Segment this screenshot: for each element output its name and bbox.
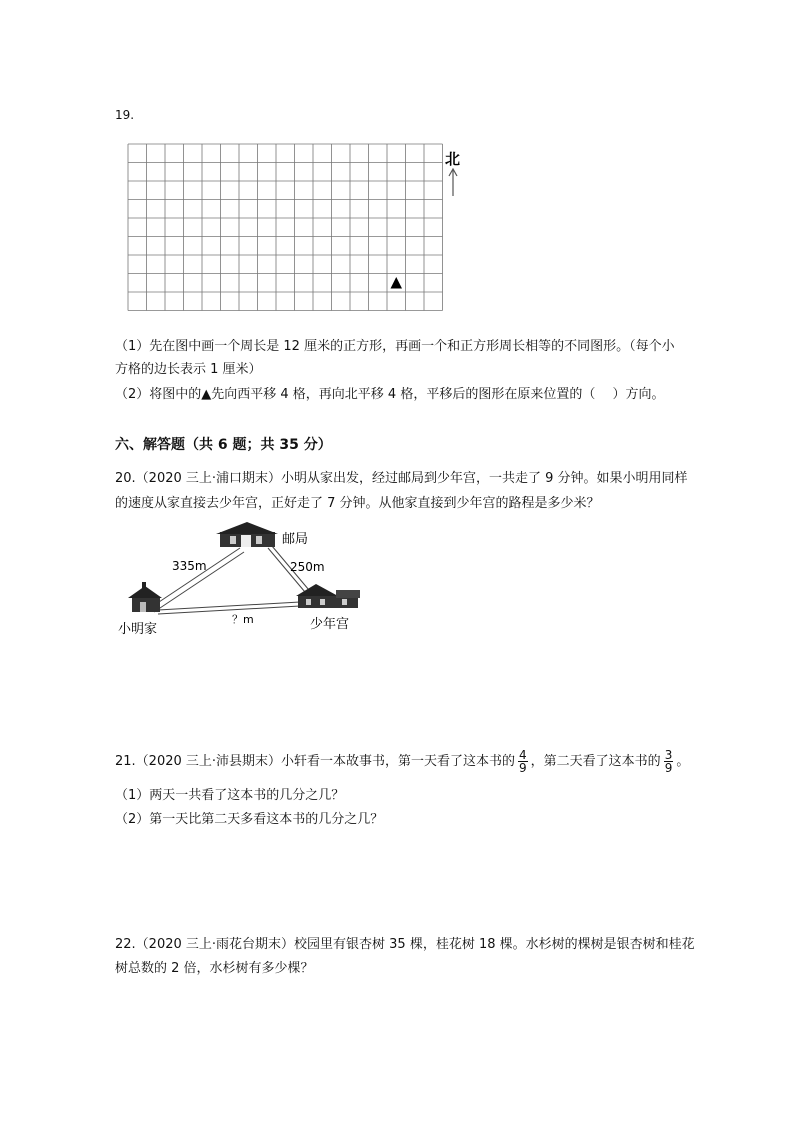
q19-part1-line1: （1）先在图中画一个周长是 12 厘米的正方形，再画一个和正方形周长相等的不同图形。（每个小	[115, 339, 675, 354]
fraction-second-day-numerator: 3	[664, 748, 673, 762]
q20-line1: 20.（2020 三上·浦口期末）小明从家出发，经过邮局到少年宫，一共走了 9 分钟。如果小明用同样	[115, 471, 688, 486]
home-label: 小明家	[118, 622, 158, 637]
distance-post-palace: 250m	[290, 560, 325, 574]
fraction-first-day-numerator: 4	[519, 748, 527, 762]
fraction-first-day-denominator: 9	[519, 761, 527, 775]
post-office-icon	[216, 522, 278, 547]
q19-number: 19.	[115, 108, 135, 122]
youth-palace-icon	[296, 584, 360, 608]
q20-route-diagram	[110, 520, 380, 640]
q21-stem	[115, 749, 689, 775]
q22-line2: 树总数的 2 倍，水杉树有多少棵？	[115, 961, 314, 976]
fraction-second-day-denominator: 9	[664, 761, 673, 775]
north-arrow-icon	[449, 169, 457, 196]
q20-line2: 的速度从家直接去少年宫，正好走了 7 分钟。从他家直接到少年宫的路程是多少米？	[115, 496, 600, 511]
q19-part1-line2: 方格的边长表示 1 厘米）	[115, 362, 262, 377]
distance-home-palace: ？m	[232, 613, 254, 626]
home-icon	[128, 582, 162, 612]
distance-home-post: 335m	[172, 559, 207, 573]
triangle-marker	[391, 277, 403, 289]
youth-palace-label: 少年宫	[310, 617, 350, 632]
q19-grid-figure	[120, 136, 480, 326]
q19-part2: （2）将图中的▲先向西平移 4 格，再向北平移 4 格，平移后的图形在原来位置的（ ）方向。	[115, 387, 665, 402]
q21-stem-part-c: 。	[676, 754, 690, 769]
road-lines	[150, 546, 314, 614]
north-label: 北	[445, 150, 461, 168]
fraction-first-day	[518, 749, 528, 774]
fraction-second-day	[664, 749, 674, 774]
q21-stem-part-a: 21.（2020 三上·沛县期末）小轩看一本故事书，第一天看了这本书的	[115, 754, 516, 769]
q21-part1: （1）两天一共看了这本书的几分之几？	[115, 788, 345, 803]
post-office-label: 邮局	[282, 532, 309, 547]
q22-line1: 22.（2020 三上·雨花台期末）校园里有银杏树 35 棵，桂花树 18 棵。水杉树的棵树是银杏树和桂花	[115, 937, 695, 952]
section-title: 六、解答题（共 6 题；共 35 分）	[115, 437, 332, 453]
q21-part2: （2）第一天比第二天多看这本书的几分之几？	[115, 812, 384, 827]
q21-stem-part-b: ，第二天看了这本书的	[530, 754, 661, 769]
